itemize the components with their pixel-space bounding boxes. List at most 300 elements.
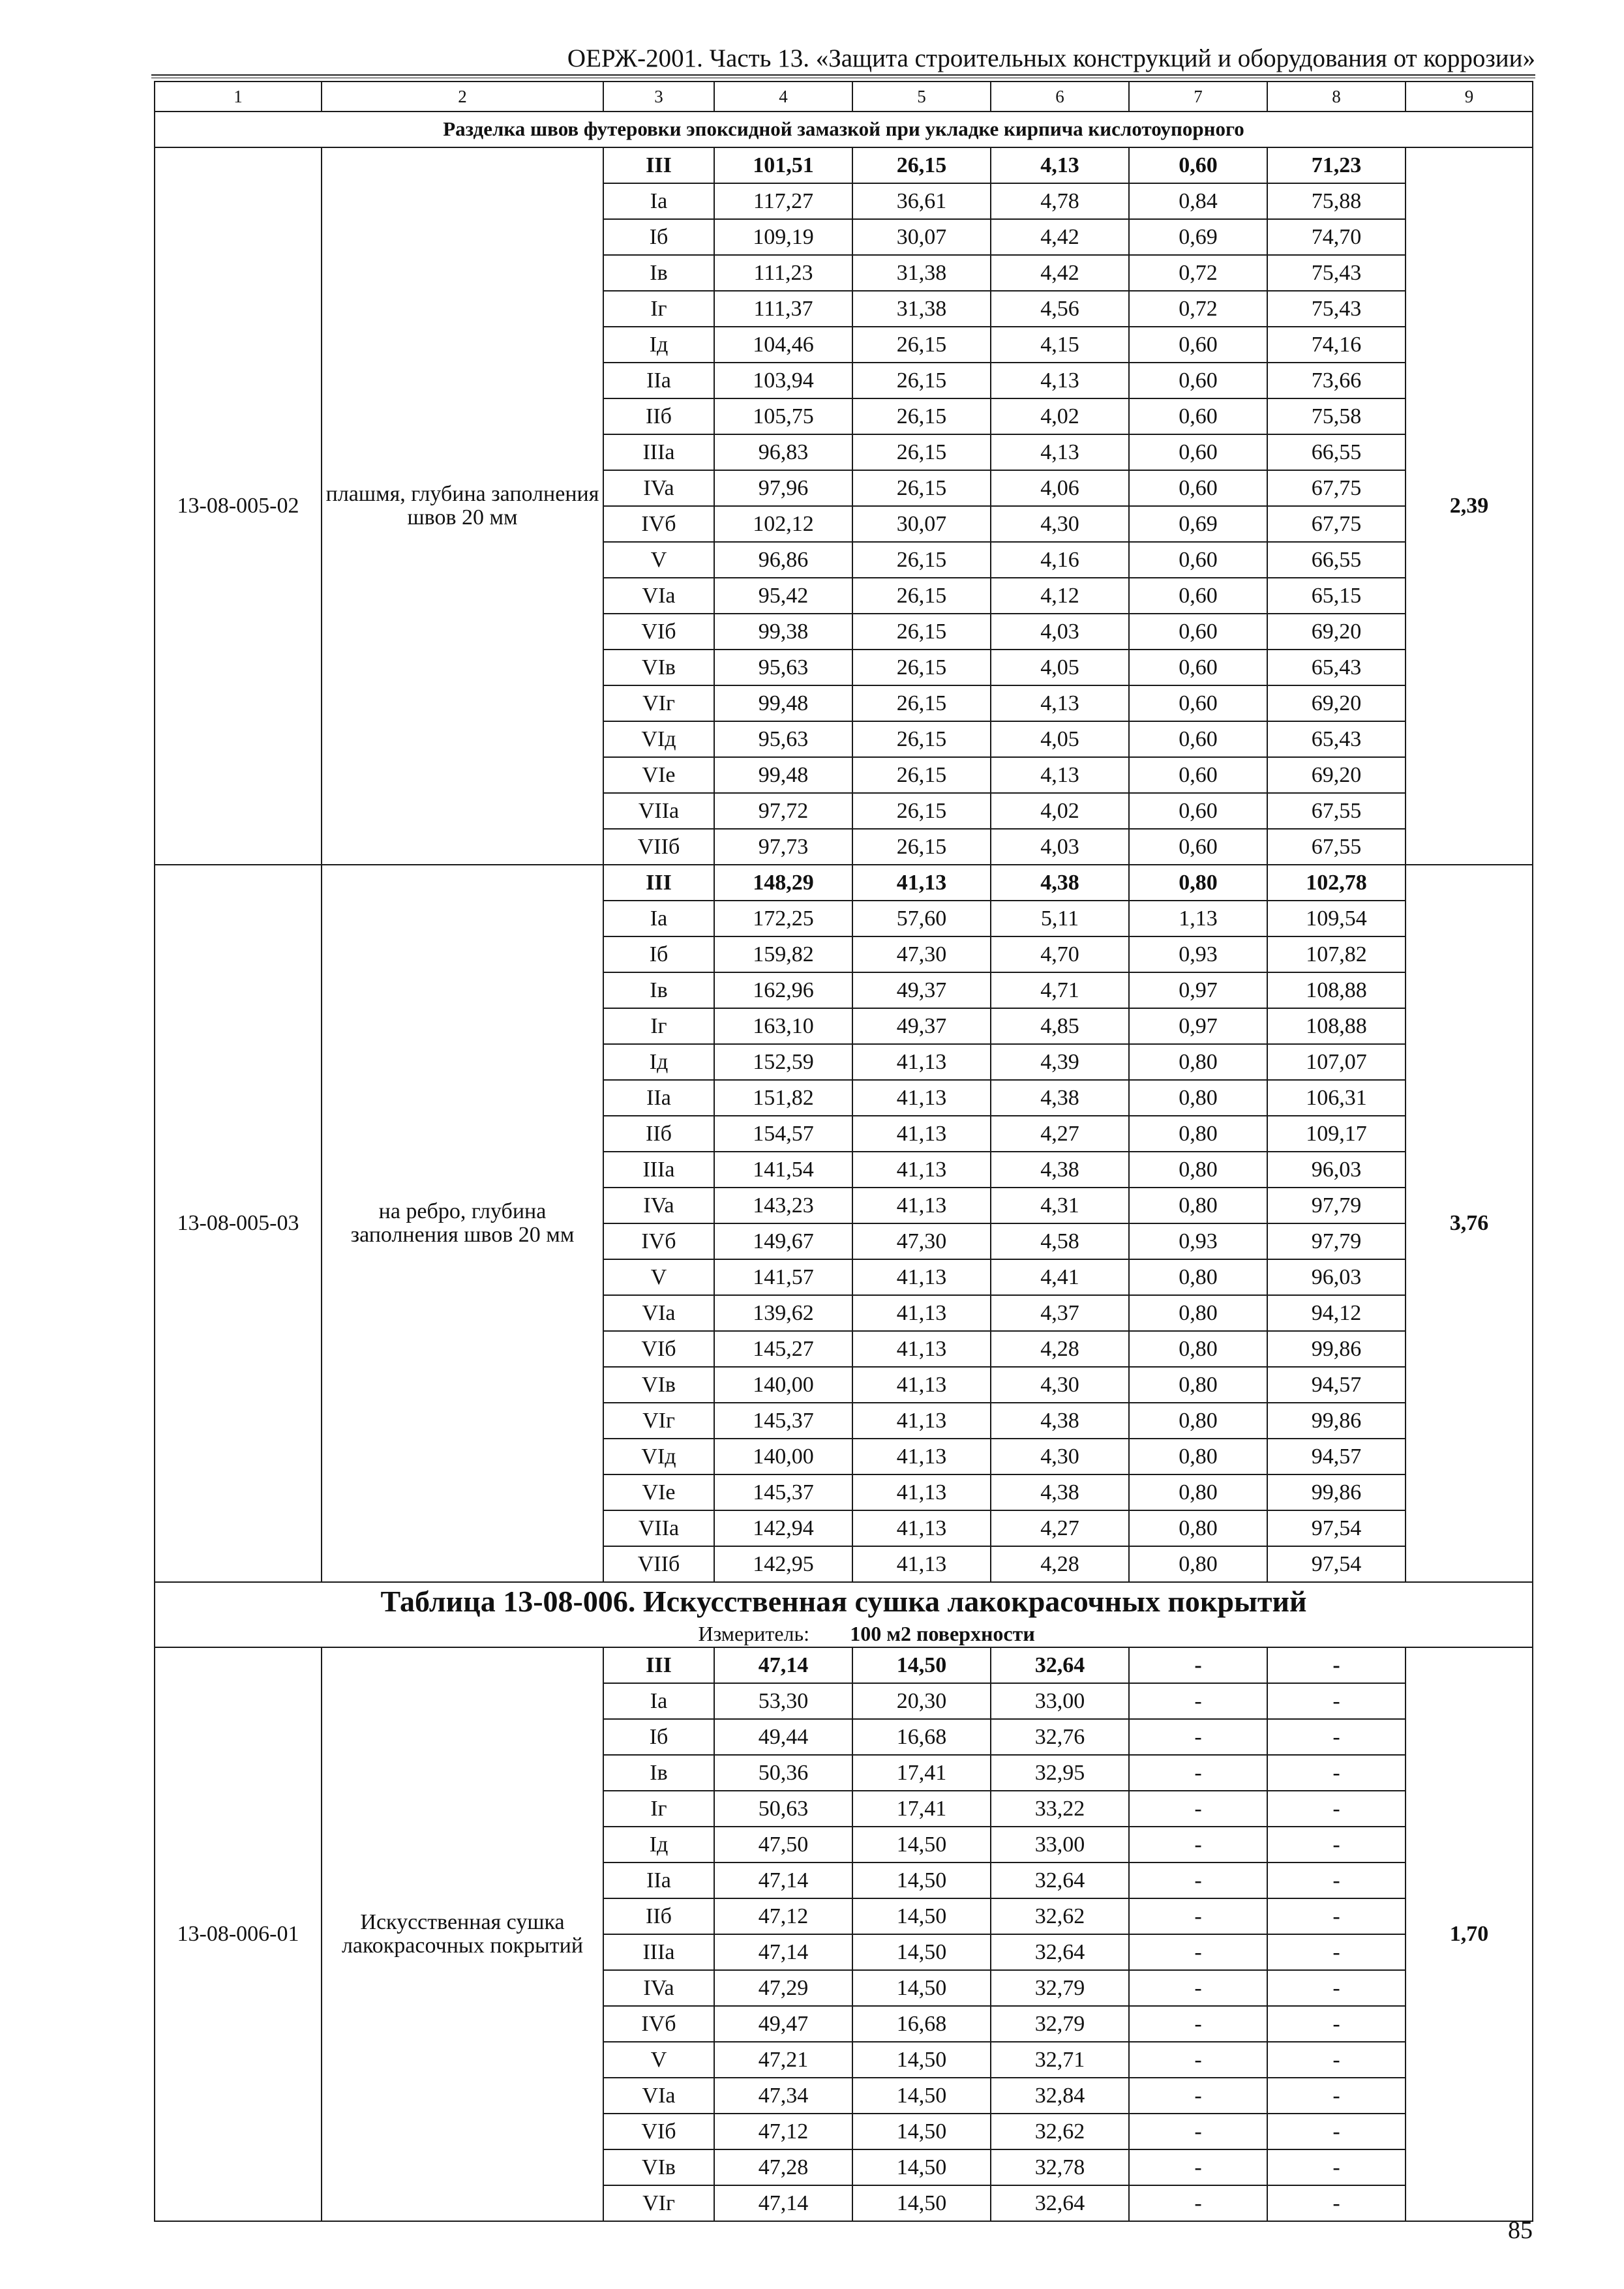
zone-cell: VIб: [603, 1331, 714, 1367]
value-cell: 0,60: [1129, 363, 1267, 398]
value-cell: 47,50: [714, 1827, 852, 1863]
value-cell: 50,36: [714, 1755, 852, 1791]
column-number: 7: [1129, 82, 1267, 112]
value-cell: 109,54: [1267, 901, 1406, 936]
value-cell: 47,21: [714, 2042, 852, 2078]
value-cell: 0,60: [1129, 578, 1267, 614]
value-cell: 5,11: [991, 901, 1129, 936]
value-cell: 1,13: [1129, 901, 1267, 936]
value-cell: 66,55: [1267, 542, 1406, 578]
value-cell: 47,28: [714, 2149, 852, 2185]
value-cell: 47,14: [714, 2185, 852, 2221]
value-cell: 4,27: [991, 1116, 1129, 1152]
value-cell: 4,13: [991, 147, 1129, 183]
value-cell: 14,50: [852, 1827, 991, 1863]
value-cell: 26,15: [852, 685, 991, 721]
value-cell: 16,68: [852, 1719, 991, 1755]
zone-cell: VIг: [603, 685, 714, 721]
value-cell: 106,31: [1267, 1080, 1406, 1116]
value-cell: 4,39: [991, 1044, 1129, 1080]
value-cell: 108,88: [1267, 972, 1406, 1008]
value-cell: 53,30: [714, 1683, 852, 1719]
zone-cell: Iб: [603, 219, 714, 255]
value-cell: 0,60: [1129, 470, 1267, 506]
value-cell: 104,46: [714, 327, 852, 363]
value-cell: 4,38: [991, 1080, 1129, 1116]
value-cell: -: [1267, 1898, 1406, 1934]
value-cell: 102,12: [714, 506, 852, 542]
value-cell: -: [1129, 2185, 1267, 2221]
value-cell: 99,86: [1267, 1403, 1406, 1439]
table-row: [155, 1647, 1533, 1683]
value-cell: 41,13: [852, 1188, 991, 1223]
value-cell: 47,30: [852, 1223, 991, 1259]
value-cell: 0,69: [1129, 219, 1267, 255]
zone-cell: VIг: [603, 1403, 714, 1439]
zone-cell: III: [603, 865, 714, 901]
value-cell: 32,95: [991, 1755, 1129, 1791]
value-cell: 67,55: [1267, 793, 1406, 829]
zone-cell: VIIa: [603, 1510, 714, 1546]
value-cell: 4,03: [991, 829, 1129, 865]
zone-cell: IVб: [603, 2006, 714, 2042]
value-cell: 41,13: [852, 1259, 991, 1295]
value-cell: 0,80: [1129, 1403, 1267, 1439]
value-cell: -: [1129, 1755, 1267, 1791]
value-cell: 4,30: [991, 1367, 1129, 1403]
value-cell: -: [1129, 1683, 1267, 1719]
value-cell: 4,05: [991, 650, 1129, 685]
zone-cell: Iд: [603, 327, 714, 363]
value-cell: 97,73: [714, 829, 852, 865]
value-cell: 17,41: [852, 1791, 991, 1827]
zone-cell: VIa: [603, 578, 714, 614]
value-cell: -: [1267, 2078, 1406, 2114]
value-cell: 145,37: [714, 1403, 852, 1439]
value-cell: 14,50: [852, 2149, 991, 2185]
value-cell: 140,00: [714, 1439, 852, 1474]
value-cell: 0,93: [1129, 1223, 1267, 1259]
value-cell: 66,55: [1267, 434, 1406, 470]
value-cell: 50,63: [714, 1791, 852, 1827]
value-cell: 0,60: [1129, 614, 1267, 650]
value-cell: 103,94: [714, 363, 852, 398]
zone-cell: VIe: [603, 757, 714, 793]
value-cell: -: [1267, 1755, 1406, 1791]
value-cell: 47,30: [852, 936, 991, 972]
value-cell: 26,15: [852, 793, 991, 829]
value-cell: 4,06: [991, 470, 1129, 506]
value-cell: -: [1267, 1934, 1406, 1970]
value-cell: 0,72: [1129, 255, 1267, 291]
value-cell: 41,13: [852, 1439, 991, 1474]
value-cell: 96,03: [1267, 1259, 1406, 1295]
value-cell: -: [1267, 1827, 1406, 1863]
zone-cell: VIIб: [603, 829, 714, 865]
value-cell: 97,54: [1267, 1546, 1406, 1582]
value-cell: 0,80: [1129, 1044, 1267, 1080]
value-cell: 109,19: [714, 219, 852, 255]
zone-cell: Iг: [603, 291, 714, 327]
value-cell: 41,13: [852, 1152, 991, 1188]
value-cell: 4,78: [991, 183, 1129, 219]
value-cell: 4,38: [991, 1474, 1129, 1510]
value-cell: 159,82: [714, 936, 852, 972]
value-cell: 32,79: [991, 2006, 1129, 2042]
zone-cell: Ia: [603, 901, 714, 936]
zone-cell: Iв: [603, 1755, 714, 1791]
value-cell: 99,38: [714, 614, 852, 650]
column-number: 4: [714, 82, 852, 112]
table-row: [155, 147, 1533, 183]
value-cell: 41,13: [852, 1331, 991, 1367]
value-cell: 4,31: [991, 1188, 1129, 1223]
value-cell: 97,54: [1267, 1510, 1406, 1546]
zone-cell: Iб: [603, 1719, 714, 1755]
rate-description: Искусственная сушка лакокрасочных покрытий: [322, 1647, 603, 2221]
value-cell: 26,15: [852, 327, 991, 363]
value-cell: -: [1129, 2114, 1267, 2149]
value-cell: 0,80: [1129, 1116, 1267, 1152]
column-9-value: 3,76: [1406, 865, 1533, 1582]
measure-label: Измеритель:: [698, 1622, 809, 1645]
zone-cell: III: [603, 1647, 714, 1683]
value-cell: -: [1267, 1683, 1406, 1719]
value-cell: 75,43: [1267, 255, 1406, 291]
zone-cell: Iд: [603, 1827, 714, 1863]
measure-line: [155, 1621, 1532, 1647]
value-cell: 0,60: [1129, 829, 1267, 865]
value-cell: 109,17: [1267, 1116, 1406, 1152]
value-cell: -: [1267, 2006, 1406, 2042]
zone-cell: VIa: [603, 1295, 714, 1331]
value-cell: 14,50: [852, 2078, 991, 2114]
value-cell: 4,13: [991, 363, 1129, 398]
value-cell: 0,60: [1129, 398, 1267, 434]
value-cell: 0,80: [1129, 1546, 1267, 1582]
value-cell: -: [1129, 2149, 1267, 2185]
value-cell: 0,60: [1129, 434, 1267, 470]
value-cell: 65,43: [1267, 650, 1406, 685]
value-cell: 107,07: [1267, 1044, 1406, 1080]
page-number: 85: [1508, 2217, 1533, 2244]
value-cell: 4,42: [991, 255, 1129, 291]
column-number: 1: [155, 82, 322, 112]
value-cell: 108,88: [1267, 1008, 1406, 1044]
value-cell: 111,37: [714, 291, 852, 327]
value-cell: -: [1267, 2042, 1406, 2078]
value-cell: 33,00: [991, 1827, 1129, 1863]
value-cell: 4,02: [991, 398, 1129, 434]
value-cell: 102,78: [1267, 865, 1406, 901]
value-cell: 4,85: [991, 1008, 1129, 1044]
zone-cell: IIIa: [603, 1934, 714, 1970]
value-cell: 41,13: [852, 1546, 991, 1582]
value-cell: 0,80: [1129, 1259, 1267, 1295]
value-cell: 69,20: [1267, 685, 1406, 721]
value-cell: 0,69: [1129, 506, 1267, 542]
zone-cell: III: [603, 147, 714, 183]
value-cell: 162,96: [714, 972, 852, 1008]
value-cell: 4,13: [991, 685, 1129, 721]
value-cell: 36,61: [852, 183, 991, 219]
value-cell: 31,38: [852, 291, 991, 327]
value-cell: 14,50: [852, 1898, 991, 1934]
value-cell: 26,15: [852, 363, 991, 398]
value-cell: 95,63: [714, 650, 852, 685]
value-cell: 67,75: [1267, 506, 1406, 542]
value-cell: 95,42: [714, 578, 852, 614]
value-cell: 95,63: [714, 721, 852, 757]
value-cell: 97,96: [714, 470, 852, 506]
column-number: 5: [852, 82, 991, 112]
value-cell: 14,50: [852, 1970, 991, 2006]
value-cell: 94,57: [1267, 1367, 1406, 1403]
value-cell: 47,12: [714, 1898, 852, 1934]
zone-cell: VIг: [603, 2185, 714, 2221]
value-cell: -: [1267, 2185, 1406, 2221]
value-cell: 149,67: [714, 1223, 852, 1259]
value-cell: 32,76: [991, 1719, 1129, 1755]
zone-cell: IIa: [603, 1080, 714, 1116]
zone-cell: VIд: [603, 721, 714, 757]
table-title-row: [155, 1582, 1533, 1647]
value-cell: -: [1129, 2042, 1267, 2078]
value-cell: -: [1267, 1863, 1406, 1898]
value-cell: 117,27: [714, 183, 852, 219]
zone-cell: V: [603, 542, 714, 578]
value-cell: 94,12: [1267, 1295, 1406, 1331]
value-cell: 47,12: [714, 2114, 852, 2149]
value-cell: 17,41: [852, 1755, 991, 1791]
section-title: Разделка швов футеровки эпоксидной замазкой при укладке кирпича кислотоупорного: [155, 112, 1533, 147]
value-cell: -: [1267, 2114, 1406, 2149]
value-cell: 4,13: [991, 757, 1129, 793]
value-cell: 16,68: [852, 2006, 991, 2042]
zone-cell: V: [603, 1259, 714, 1295]
value-cell: 0,80: [1129, 1295, 1267, 1331]
value-cell: 0,97: [1129, 972, 1267, 1008]
value-cell: 0,84: [1129, 183, 1267, 219]
value-cell: 4,13: [991, 434, 1129, 470]
zone-cell: Ia: [603, 183, 714, 219]
table-body-section-b: [155, 1647, 1533, 2221]
value-cell: 101,51: [714, 147, 852, 183]
zone-cell: V: [603, 2042, 714, 2078]
value-cell: 57,60: [852, 901, 991, 936]
value-cell: 14,50: [852, 2185, 991, 2221]
value-cell: 14,50: [852, 2042, 991, 2078]
value-cell: 47,29: [714, 1970, 852, 2006]
zone-cell: IIa: [603, 1863, 714, 1898]
value-cell: 0,80: [1129, 1439, 1267, 1474]
zone-cell: VIв: [603, 650, 714, 685]
value-cell: 41,13: [852, 1080, 991, 1116]
zone-cell: VIIб: [603, 1546, 714, 1582]
value-cell: 26,15: [852, 650, 991, 685]
zone-cell: VIa: [603, 2078, 714, 2114]
value-cell: 49,47: [714, 2006, 852, 2042]
rate-code: 13-08-005-03: [155, 865, 322, 1582]
value-cell: 41,13: [852, 1367, 991, 1403]
value-cell: 4,03: [991, 614, 1129, 650]
zone-cell: IIб: [603, 398, 714, 434]
value-cell: 111,23: [714, 255, 852, 291]
value-cell: 0,60: [1129, 147, 1267, 183]
value-cell: 0,60: [1129, 757, 1267, 793]
value-cell: 4,70: [991, 936, 1129, 972]
value-cell: 75,43: [1267, 291, 1406, 327]
value-cell: 0,60: [1129, 793, 1267, 829]
value-cell: -: [1267, 1719, 1406, 1755]
value-cell: 107,82: [1267, 936, 1406, 972]
value-cell: 41,13: [852, 1403, 991, 1439]
value-cell: 75,58: [1267, 398, 1406, 434]
value-cell: -: [1129, 1970, 1267, 2006]
value-cell: 4,42: [991, 219, 1129, 255]
zone-cell: VIe: [603, 1474, 714, 1510]
value-cell: 32,64: [991, 2185, 1129, 2221]
zone-cell: Ia: [603, 1683, 714, 1719]
value-cell: 0,80: [1129, 1331, 1267, 1367]
value-cell: 4,37: [991, 1295, 1129, 1331]
rate-description: на ребро, глубина заполнения швов 20 мм: [322, 865, 603, 1582]
value-cell: 4,58: [991, 1223, 1129, 1259]
zone-cell: IVб: [603, 506, 714, 542]
zone-cell: Iд: [603, 1044, 714, 1080]
value-cell: 0,80: [1129, 1510, 1267, 1546]
column-9-value: 1,70: [1406, 1647, 1533, 2221]
value-cell: 4,28: [991, 1546, 1129, 1582]
zone-cell: Iв: [603, 972, 714, 1008]
zone-cell: IVб: [603, 1223, 714, 1259]
value-cell: 49,44: [714, 1719, 852, 1755]
value-cell: 41,13: [852, 1510, 991, 1546]
value-cell: 47,14: [714, 1934, 852, 1970]
value-cell: 0,93: [1129, 936, 1267, 972]
value-cell: 32,64: [991, 1863, 1129, 1898]
value-cell: 30,07: [852, 219, 991, 255]
value-cell: 145,37: [714, 1474, 852, 1510]
value-cell: 4,30: [991, 1439, 1129, 1474]
value-cell: 0,60: [1129, 685, 1267, 721]
value-cell: 67,55: [1267, 829, 1406, 865]
value-cell: 26,15: [852, 578, 991, 614]
zone-cell: Iг: [603, 1791, 714, 1827]
value-cell: 4,71: [991, 972, 1129, 1008]
value-cell: 0,97: [1129, 1008, 1267, 1044]
value-cell: 4,02: [991, 793, 1129, 829]
value-cell: 14,50: [852, 1934, 991, 1970]
value-cell: 14,50: [852, 1863, 991, 1898]
value-cell: 65,43: [1267, 721, 1406, 757]
value-cell: 163,10: [714, 1008, 852, 1044]
value-cell: 32,78: [991, 2149, 1129, 2185]
running-header: ОЕРЖ-2001. Часть 13. «Защита строительных конструкций и оборудования от коррозии»: [151, 43, 1535, 76]
value-cell: 0,80: [1129, 1474, 1267, 1510]
zone-cell: IVa: [603, 1970, 714, 2006]
value-cell: 67,75: [1267, 470, 1406, 506]
value-cell: 0,60: [1129, 327, 1267, 363]
value-cell: 4,15: [991, 327, 1129, 363]
value-cell: -: [1267, 1791, 1406, 1827]
value-cell: 31,38: [852, 255, 991, 291]
value-cell: 49,37: [852, 1008, 991, 1044]
value-cell: 97,79: [1267, 1188, 1406, 1223]
value-cell: 4,16: [991, 542, 1129, 578]
zone-cell: IVa: [603, 1188, 714, 1223]
value-cell: 74,16: [1267, 327, 1406, 363]
value-cell: 30,07: [852, 506, 991, 542]
value-cell: 99,86: [1267, 1331, 1406, 1367]
value-cell: 154,57: [714, 1116, 852, 1152]
zone-cell: Iв: [603, 255, 714, 291]
value-cell: 74,70: [1267, 219, 1406, 255]
zone-cell: Iг: [603, 1008, 714, 1044]
column-number: 6: [991, 82, 1129, 112]
value-cell: 4,38: [991, 865, 1129, 901]
zone-cell: IVa: [603, 470, 714, 506]
value-cell: 26,15: [852, 147, 991, 183]
value-cell: 33,22: [991, 1791, 1129, 1827]
value-cell: 65,15: [1267, 578, 1406, 614]
value-cell: 94,57: [1267, 1439, 1406, 1474]
column-number: 8: [1267, 82, 1406, 112]
zone-cell: VIIa: [603, 793, 714, 829]
value-cell: 33,00: [991, 1683, 1129, 1719]
value-cell: 0,80: [1129, 1188, 1267, 1223]
column-number: 2: [322, 82, 603, 112]
zone-cell: IIб: [603, 1898, 714, 1934]
value-cell: 20,30: [852, 1683, 991, 1719]
value-cell: -: [1267, 1970, 1406, 2006]
value-cell: 4,28: [991, 1331, 1129, 1367]
value-cell: 71,23: [1267, 147, 1406, 183]
value-cell: 47,14: [714, 1863, 852, 1898]
value-cell: 41,13: [852, 1295, 991, 1331]
value-cell: 41,13: [852, 1116, 991, 1152]
value-cell: 0,60: [1129, 542, 1267, 578]
value-cell: 32,71: [991, 2042, 1129, 2078]
value-cell: 0,72: [1129, 291, 1267, 327]
value-cell: 97,72: [714, 793, 852, 829]
value-cell: 99,48: [714, 757, 852, 793]
value-cell: 141,57: [714, 1259, 852, 1295]
value-cell: 69,20: [1267, 614, 1406, 650]
zone-cell: IIб: [603, 1116, 714, 1152]
value-cell: 145,27: [714, 1331, 852, 1367]
column-number-row: [155, 82, 1533, 112]
value-cell: 151,82: [714, 1080, 852, 1116]
value-cell: 152,59: [714, 1044, 852, 1080]
zone-cell: Iб: [603, 936, 714, 972]
value-cell: 26,15: [852, 470, 991, 506]
value-cell: -: [1267, 1647, 1406, 1683]
value-cell: -: [1129, 1719, 1267, 1755]
zone-cell: VIд: [603, 1439, 714, 1474]
table-title: Таблица 13-08-006. Искусственная сушка лакокрасочных покрытий: [380, 1585, 1307, 1618]
value-cell: 26,15: [852, 398, 991, 434]
rate-code: 13-08-005-02: [155, 147, 322, 865]
value-cell: -: [1129, 1898, 1267, 1934]
value-cell: 32,64: [991, 1934, 1129, 1970]
value-cell: 105,75: [714, 398, 852, 434]
value-cell: 4,38: [991, 1152, 1129, 1188]
table-title-cell: [155, 1582, 1533, 1647]
value-cell: 32,62: [991, 2114, 1129, 2149]
value-cell: 148,29: [714, 865, 852, 901]
value-cell: 47,34: [714, 2078, 852, 2114]
